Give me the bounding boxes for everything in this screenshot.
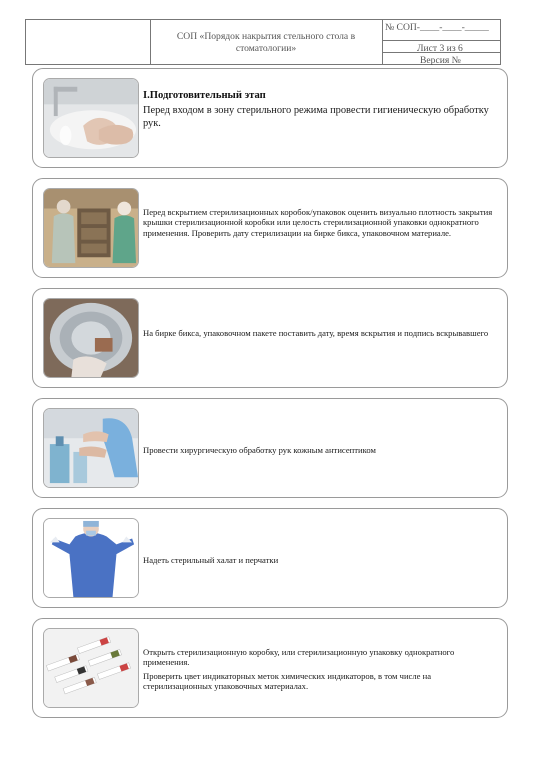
step-text (143, 207, 497, 238)
sterilization-boxes-image (43, 188, 139, 268)
step-card-1 (32, 68, 508, 168)
section-heading: I.Подготовительный этап (143, 90, 266, 101)
step-description: Открыть стерилизационную коробку, или стерилизационную упаковку однократного применения. (143, 647, 455, 668)
step-card-2 (32, 178, 508, 278)
step-text (143, 555, 497, 565)
step-description: Перед входом в зону стерильного режима провести гигиеническую обработку рук. (143, 105, 489, 129)
step-description: Перед вскрытием стерилизационных коробок/упаковок оценить визуально плотность закрытия крышки стерилизационной коробки или целость стерилизационной упаковки однократного применения. Проверить дату стерилизации на бирке бикса, упаковочном материале. (143, 207, 493, 238)
step-card-5 (32, 508, 508, 608)
step-text (143, 89, 497, 130)
step-text (143, 445, 497, 455)
surgical-hand-antiseptic-image (43, 408, 139, 488)
sterile-gown-gloves-image (43, 518, 139, 598)
step-description: На бирке бикса, упаковочном пакете поставить дату, время вскрытия и подпись вскрывавшего (143, 328, 489, 338)
chemical-indicators-image (43, 628, 139, 708)
step-description: Провести хирургическую обработку рук кожным антисептиком (143, 445, 376, 455)
step-text (143, 328, 497, 338)
sterilization-drum-label-image (43, 298, 139, 378)
step-description: Проверить цвет индикаторных меток химических индикаторов, в том числе на стерилизационных упаковочных материалах. (143, 670, 432, 692)
version-label: Версия № (420, 55, 461, 66)
step-card-3 (32, 288, 508, 388)
sop-number: № СОП-____-____-_____ (385, 22, 489, 33)
step-description: Надеть стерильный халат и перчатки (143, 555, 279, 565)
step-card-6 (32, 618, 508, 718)
sheet-number: Лист 3 из 6 (417, 43, 463, 54)
document-title: СОП «Порядок накрытия стельного стола в стоматологии» (176, 31, 356, 54)
header-divider (382, 40, 500, 41)
step-card-4 (32, 398, 508, 498)
hand-washing-image (43, 78, 139, 158)
step-text (143, 647, 497, 692)
header-divider (382, 20, 383, 64)
document-header (25, 19, 501, 65)
